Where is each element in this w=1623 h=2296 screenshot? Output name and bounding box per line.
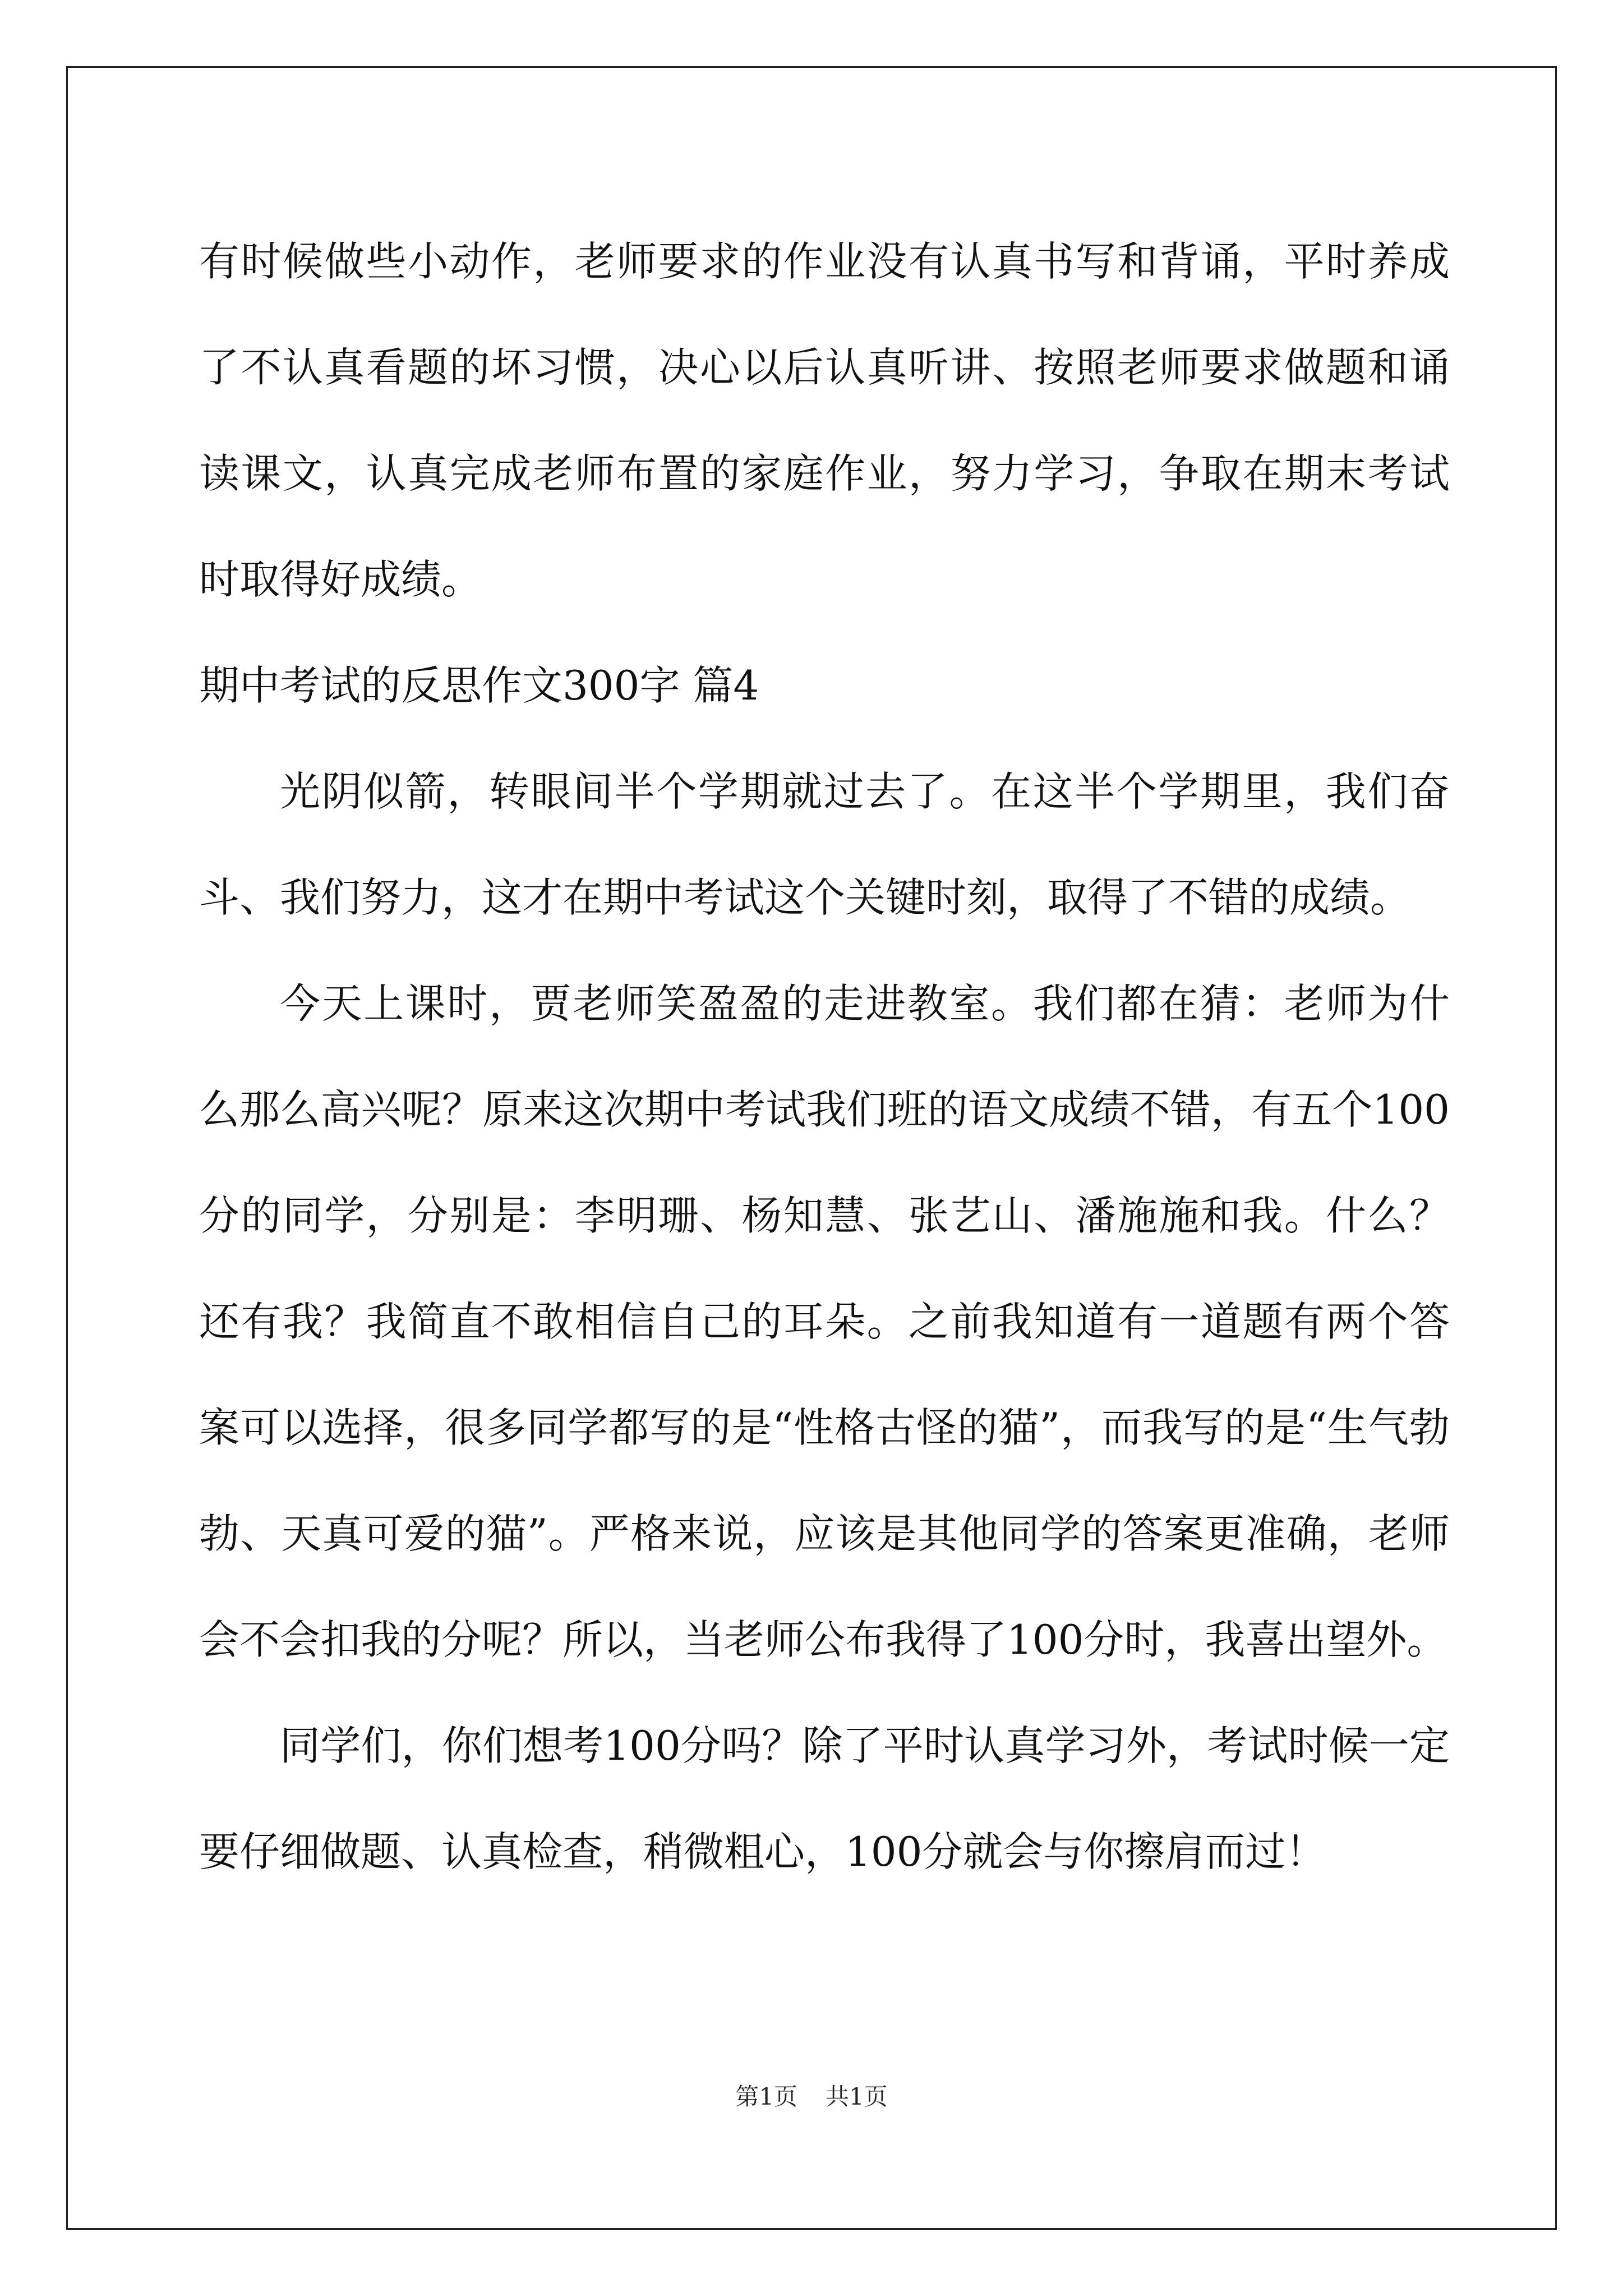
body-paragraph-2: 今天上课时，贾老师笑盈盈的走进教室。我们都在猜：老师为什么那么高兴呢？原来这次期中考试我们班的语文成绩不错，有五个100分的同学，分别是：李明珊、杨知慧、张艺山、潘施施和我。什么？还有我？我简直不敢相信自己的耳朵。之前我知道有一道题有两个答案可以选择，很多同学都写的是“性格古怪的猫”，而我写的是“生气勃勃、天真可爱的猫”。严格来说，应该是其他同学的答案更准确，老师会不会扣我的分呢？所以，当老师公布我得了100分时，我喜出望外。 [199, 980, 1450, 1663]
continued-paragraph: 有时候做些小动作，老师要求的作业没有认真书写和背诵，平时养成了不认真看题的坏习惯，决心以后认真听讲、按照老师要求做题和诵读课文，认真完成老师布置的家庭作业，努力学习，争取在期末考试时取得好成绩。 [199, 238, 1450, 603]
page-number-current: 第1页 [735, 2083, 797, 2110]
body-paragraph-1: 光阴似箭，转眼间半个学期就过去了。在这半个学期里，我们奋斗、我们努力，这才在期中考试这个关键时刻，取得了不错的成绩。 [199, 768, 1450, 921]
page-footer [0, 2080, 1623, 2114]
section-heading: 期中考试的反思作文300字 篇4 [199, 662, 759, 709]
document-body [199, 209, 1450, 1905]
page-number-total: 共1页 [826, 2083, 888, 2110]
body-paragraph-3: 同学们，你们想考100分吗？除了平时认真学习外，考试时候一定要仔细做题、认真检查，稍微粗心，100分就会与你擦肩而过！ [199, 1722, 1450, 1875]
